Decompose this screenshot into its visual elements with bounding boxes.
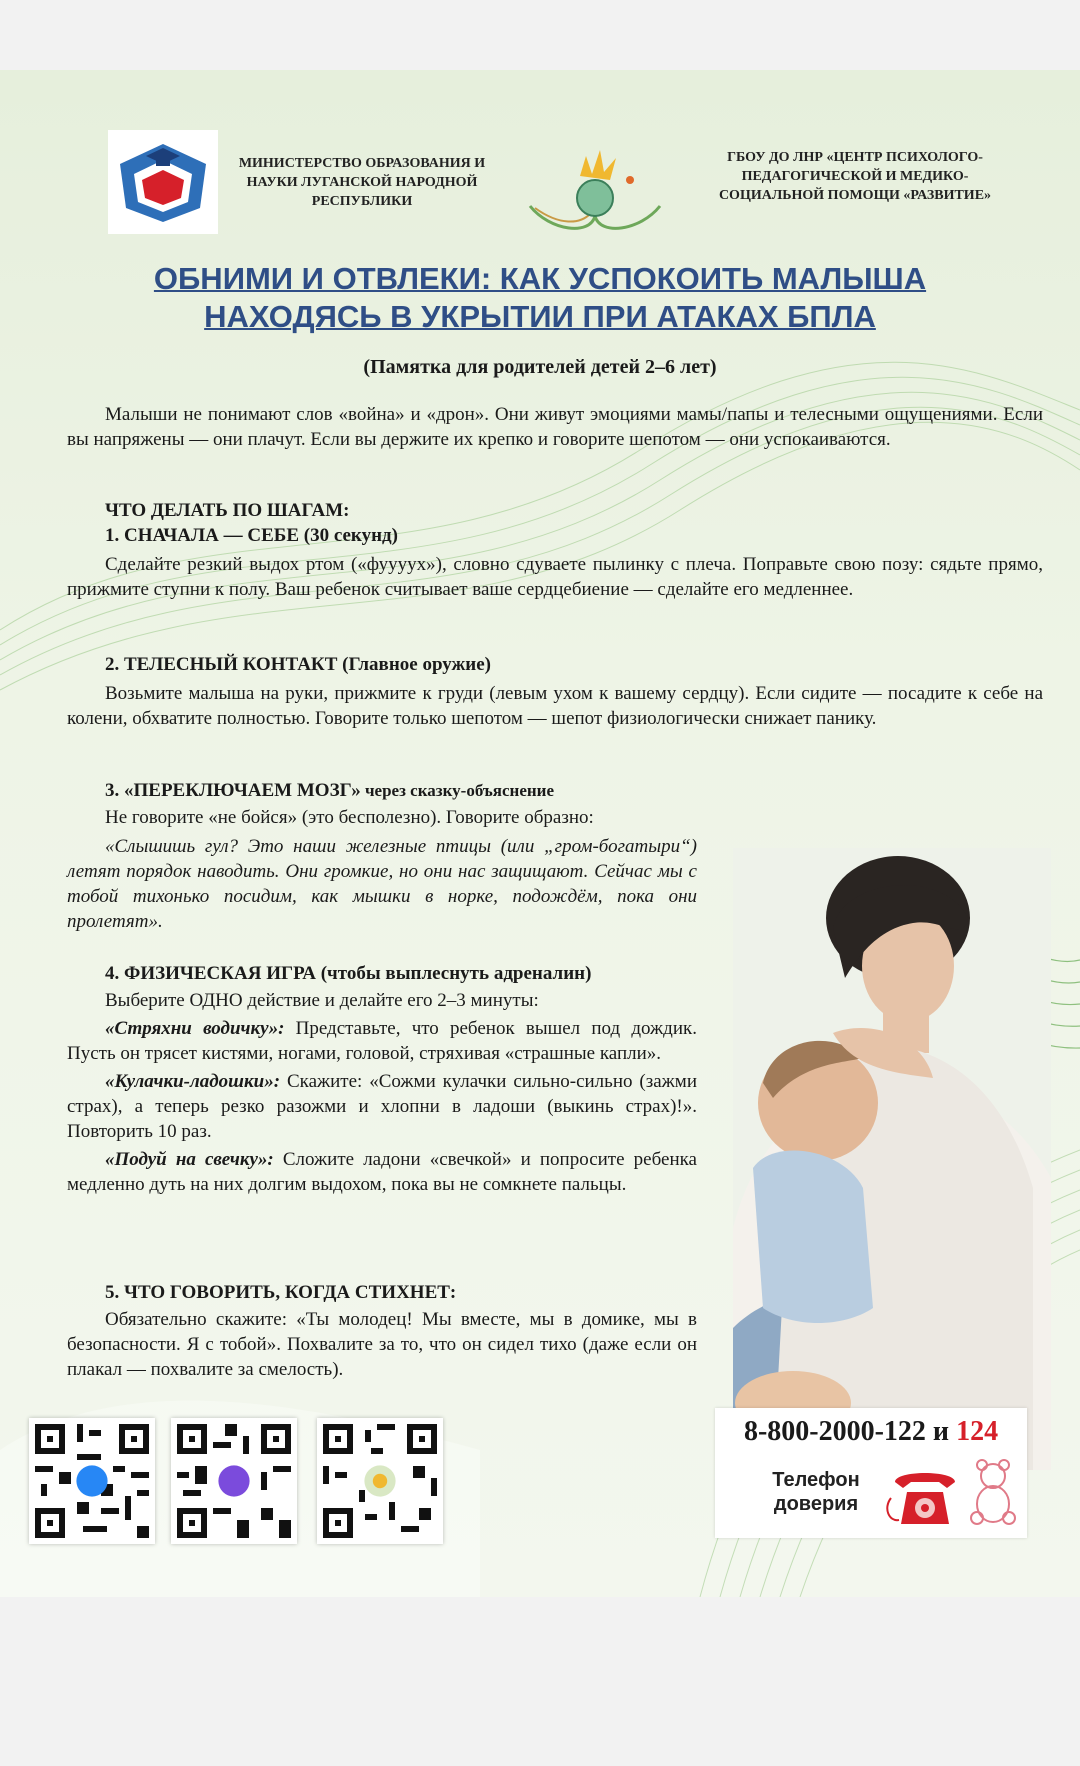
exercise-name: «Стряхни водичку»: <box>105 1018 285 1039</box>
ministry-logo <box>108 130 218 234</box>
center-logo <box>520 136 670 246</box>
hotline-box <box>715 1408 1027 1538</box>
step5-title: 5. ЧТО ГОВОРИТЬ, КОГДА СТИХНЕТ: <box>105 1282 457 1303</box>
step1-text: Сделайте резкий выдох ртом («фуууух»), словно сдуваете пылинку с плеча. Поправьте свою позу: сядьте прямо, прижмите ступни к полу. Ваш ребенок считывает ваше сердцебиение — сделайте его медленнее. <box>67 554 1043 600</box>
leaflet-page <box>0 70 1080 1597</box>
hotline-number[interactable] <box>715 1416 1027 1448</box>
page-title <box>60 260 1020 336</box>
hotline-main-number[interactable]: 8-800-2000-122 <box>743 1416 926 1447</box>
intro-paragraph: Малыши не понимают слов «война» и «дрон». Они живут эмоциями мамы/папы и телесными ощущениями. Если вы напряжены — они плачут. Если вы держите их крепко и говорите шепотом — они успокаиваются. <box>67 404 1043 450</box>
exercise-item <box>67 1016 697 1066</box>
step5-text: Обязательно скажите: «Ты молодец! Мы вместе, мы в домике, мы в безопасности. Я с тобой». Похвалите за то, что он сидел тихо (даже если он плакал — похвалите за смелость). <box>67 1309 697 1380</box>
hotline-short-number[interactable]: 124 <box>956 1416 999 1447</box>
teddy-bear-icon <box>965 1456 1021 1528</box>
step4-block <box>67 961 697 1197</box>
qr-code-vk[interactable] <box>29 1418 155 1544</box>
exercise-text: Сложите ладони «свечкой» и попросите ребенка медленно дуть на них долгим выдохом, пока вы не сомкнете пальцы. <box>67 1149 697 1195</box>
mother-child-photo <box>733 848 1051 1470</box>
step3-title <box>67 778 697 803</box>
step2-text: Возьмите малыша на руки, прижмите к груди (левым ухом к вашему сердцу). Если сидите — посадите к себе на колени, обхватите полностью. Говорите только шепотом — шепот физиологически снижает панику. <box>67 683 1043 729</box>
step4-title: 4. ФИЗИЧЕСКАЯ ИГРА (чтобы выплеснуть адреналин) <box>105 963 592 984</box>
center-name: ГБОУ ДО ЛНР «ЦЕНТР ПСИХОЛОГО-ПЕДАГОГИЧЕСКОЙ И МЕДИКО-СОЦИАЛЬНОЙ ПОМОЩИ «РАЗВИТИЕ» <box>718 150 992 203</box>
title-line-1: ОБНИМИ И ОТВЛЕКИ: КАК УСПОКОИТЬ МАЛЫША <box>153 261 927 296</box>
step2-title: 2. ТЕЛЕСНЫЙ КОНТАКТ (Главное оружие) <box>105 654 491 675</box>
hotline-and: и <box>925 1416 957 1447</box>
step3-block <box>67 778 697 934</box>
exercise-item <box>67 1069 697 1144</box>
exercise-text: Представьте, что ребенок вышел под дождик. Пусть он трясет кистями, ногами, головой, стряхивая «страшные капли». <box>67 1018 697 1064</box>
telephone-icon <box>885 1464 965 1528</box>
steps-heading: ЧТО ДЕЛАТЬ ПО ШАГАМ: <box>105 500 350 521</box>
exercise-name: «Кулачки-ладошки»: <box>105 1071 281 1092</box>
step2-block <box>67 652 1043 731</box>
step3-title-main: 3. «ПЕРЕКЛЮЧАЕМ МОЗГ» <box>105 780 361 801</box>
ministry-name: МИНИСТЕРСТВО ОБРАЗОВАНИЯ И НАУКИ ЛУГАНСКОЙ НАРОДНОЙ РЕСПУБЛИКИ <box>238 156 486 209</box>
qr-code-max[interactable] <box>171 1418 297 1544</box>
hotline-label: Телефон доверия <box>772 1469 860 1515</box>
step5-block <box>67 1280 697 1382</box>
qr-code-center[interactable] <box>317 1418 443 1544</box>
step3-text: Не говорите «не бойся» (это бесполезно). Говорите образно: <box>105 807 594 828</box>
step1-block <box>67 498 1043 602</box>
step4-text: Выберите ОДНО действие и делайте его 2–3 минуты: <box>105 990 539 1011</box>
title-line-2: НАХОДЯСЬ В УКРЫТИИ ПРИ АТАКАХ БПЛА <box>204 299 876 334</box>
exercise-item <box>67 1147 697 1197</box>
step1-title: 1. СНАЧАЛА — СЕБЕ (30 секунд) <box>105 525 398 546</box>
page-subtitle: (Памятка для родителей детей 2–6 лет) <box>363 356 717 378</box>
step3-quote: «Слышишь гул? Это наши железные птицы (или „гром-богатыри“) летят порядок наводить. Они громкие, но они нас защищают. Сейчас мы с тобой тихонько посидим, как мышки в норке, подождём, пока они пролетят». <box>67 836 697 932</box>
step3-title-rest: через сказку-объяснение <box>360 781 555 800</box>
exercise-name: «Подуй на свечку»: <box>105 1149 274 1170</box>
exercise-text: Скажите: «Сожми кулачки сильно-сильно (зажми страх), а теперь резко разожми и хлопни в ладоши (выкинь страх)!». Повторить 10 раз. <box>67 1071 697 1142</box>
